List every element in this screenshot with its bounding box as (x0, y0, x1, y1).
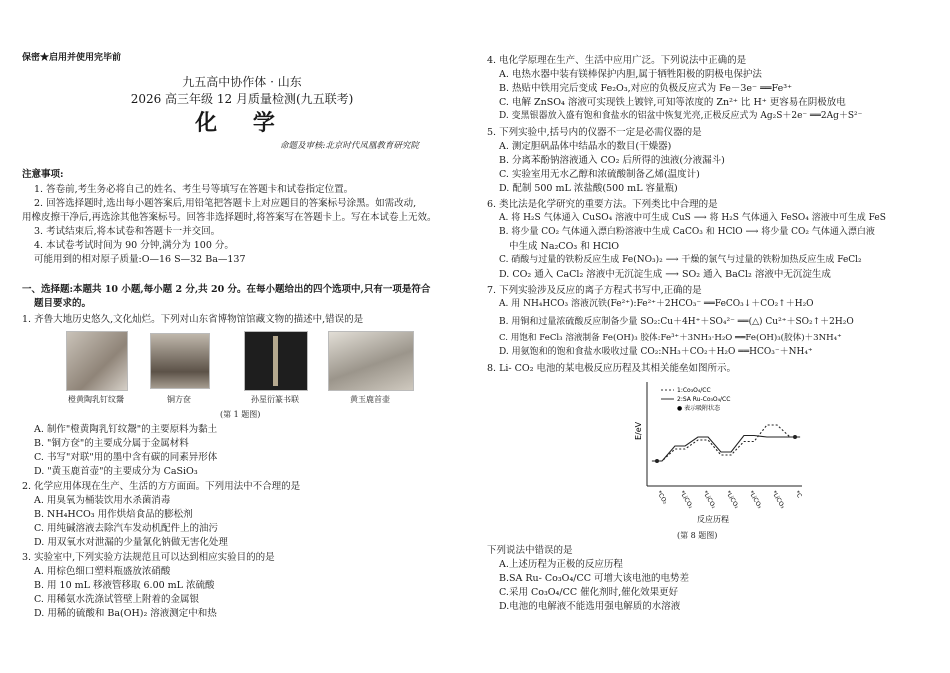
q7-stem: 7. 下列实验涉及反应的离子方程式书写中,正确的是 (487, 285, 702, 296)
q6-stem: 6. 类比法是化学研究的重要方法。下列类比中合理的是 (487, 199, 718, 210)
q4-option-b: B. 热贴中铁用完后变成 Fe₂O₃,对应的负极反应式为 Fe－3e⁻ ══Fe³⁺ (499, 83, 793, 94)
q2-option-c: C. 用纯碱溶液去除汽车发动机配件上的油污 (34, 523, 218, 534)
q1-stem: 1. 齐鲁大地历史悠久,文化灿烂。下列对山东省博物馆馆藏文物的描述中,错误的是 (22, 314, 364, 325)
artifact-caption: 孙星衍篆书联 (251, 395, 299, 404)
q3-option-b: B. 用 10 mL 移液管移取 6.00 mL 浓硫酸 (34, 580, 215, 591)
legend-entry-3: ● 表示吸附状态 (677, 405, 721, 412)
q8-figure-caption: (第 8 题图) (677, 531, 718, 540)
y-axis-label: E/eV (634, 421, 643, 440)
q1-option-d: D. "黄玉鹿首壶"的主要成分为 CaSiO₃ (34, 466, 198, 477)
q6-option-a: A. 将 H₂S 气体通入 CuSO₄ 溶液中可生成 CuS ⟶ 将 H₂S 气体通入 FeSO₄ 溶液中可生成 FeS (499, 213, 886, 223)
series-line-1 (652, 425, 800, 461)
q3-option-d: D. 用稀的硫酸和 Ba(OH)₂ 溶液测定中和热 (34, 608, 217, 619)
q5-option-b: B. 分离苯酚钠溶液通入 CO₂ 后所得的浊液(分液漏斗) (499, 155, 725, 166)
x-tick-label: *LiCO₂ (724, 489, 740, 510)
couplet-scroll (273, 336, 278, 386)
q8-option-c: C.采用 Co₃O₄/CC 催化剂时,催化效果更好 (499, 587, 679, 598)
q4-option-a: A. 电热水器中装有镁棒保护内胆,属于牺牲阳极的阴极电保护法 (499, 69, 762, 80)
q6-option-b: B. 将少量 CO₂ 气体通入漂白粉溶液中生成 CaCO₃ 和 HClO ⟶ 将少量 CO₂ 气体通入漂白液 (499, 227, 875, 237)
q1-option-c: C. 书写"对联"用的墨中含有碳的同素异形体 (34, 452, 218, 463)
q2-option-b: B. NH₄HCO₃ 用作烘焙食品的膨松剂 (34, 509, 193, 520)
q8-question: 下列说法中错误的是 (487, 545, 573, 556)
note-item: 2. 回答选择题时,选出每小题答案后,用铅笔把答题卡上对应题目的答案标号涂黑。如需改动, (34, 198, 417, 209)
x-tick-label: *LiCO₂ (678, 489, 694, 510)
x-tick-label: *LiCO₂ (701, 489, 717, 510)
legend-entry-2: 2:SA Ru-Co₃O₄/CC (677, 396, 731, 403)
q5-option-c: C. 实验室用无水乙醇和浓硫酸制备乙烯(温度计) (499, 169, 700, 180)
q7-option-b: B. 用铜和过量浓硫酸反应制备少量 SO₂:Cu＋4H⁺＋SO₄²⁻ ══(△) Cu²⁺＋SO₂↑＋2H₂O (499, 317, 854, 327)
q2-option-a: A. 用臭氧为桶装饮用水杀菌消毒 (34, 495, 171, 506)
q7-option-d: D. 用氨饱和的饱和食盐水吸收过量 CO₂:NH₃＋CO₂＋H₂O ══HCO₃⁻＋NH₄⁺ (499, 347, 813, 357)
legend-entry-1: 1:Co₃O₄/CC (677, 387, 711, 394)
notes-title: 注意事项: (22, 169, 64, 180)
artifact-image-jade-pot (328, 331, 414, 391)
note-item: 4. 本试卷考试时间为 90 分钟,满分为 100 分。 (34, 240, 234, 251)
adsorption-dot (793, 435, 797, 439)
artifact-caption: 铜方奁 (167, 395, 191, 404)
q1-option-b: B. "铜方奁"的主要成分属于金属材料 (34, 438, 189, 449)
q1-figure-caption: (第 1 题图) (220, 410, 261, 419)
q2-option-d: D. 用双氧水对泄漏的少量氰化钠做无害化处理 (34, 537, 228, 548)
artifact-caption: 黄玉鹿首壶 (350, 395, 390, 404)
q4-option-d: D. 变黑银器放入盛有饱和食盐水的铝盆中恢复光亮,正极反应式为 Ag₂S＋2e⁻ ══2Ag＋S²⁻ (499, 111, 863, 121)
q4-option-c: C. 电解 ZnSO₄ 溶液可实现铁上镀锌,可知等浓度的 Zn²⁺ 比 H⁺ 更容易在阴极放电 (499, 97, 846, 108)
artifact-caption: 橙黄陶乳钉纹鬶 (68, 395, 124, 404)
credit-line: 命题及审核:北京时代凤凰教育研究院 (280, 141, 419, 151)
q7-option-a: A. 用 NH₄HCO₃ 溶液沉铁(Fe²⁺):Fe²⁺＋2HCO₃⁻ ══FeCO₃↓＋CO₂↑＋H₂O (499, 299, 814, 309)
exam-title: 2026 高三年级 12 月质量检测(九五联考) (130, 92, 354, 106)
q7-option-c: C. 用饱和 FeCl₃ 溶液制备 Fe(OH)₃ 胶体:Fe³⁺＋3NH₃·H₂O ══Fe(OH)₃(胶体)＋3NH₄⁺ (499, 333, 842, 343)
q5-stem: 5. 下列实验中,括号内的仪器不一定是必需仪器的是 (487, 127, 702, 138)
section1-title: 一、选择题:本题共 10 小题,每小题 2 分,共 20 分。在每小题给出的四个选项中,只有一项是符合 (22, 284, 431, 295)
atomic-mass-line: 可能用到的相对原子质量:O—16 S—32 Ba—137 (34, 254, 246, 265)
q4-stem: 4. 电化学原理在生产、生活中应用广泛。下列说法中正确的是 (487, 55, 747, 66)
q6-option-b-cont: 中生成 Na₂CO₃ 和 HClO (509, 241, 620, 252)
q6-option-d: D. CO₂ 通入 CaCl₂ 溶液中无沉淀生成 ⟶ SO₂ 通入 BaCl₂ 溶液中无沉淀生成 (499, 269, 831, 280)
q3-option-c: C. 用稀氨水洗涤试管壁上附着的金属银 (34, 594, 199, 605)
series-line-2 (652, 436, 800, 462)
artifact-image-bronze-box (150, 333, 210, 389)
q8-option-a: A.上述历程为正极的反应历程 (499, 559, 623, 570)
energy-profile-chart (627, 376, 807, 526)
q8-option-d: D.电池的电解液不能选用强电解质的水溶液 (499, 601, 681, 612)
q1-option-a: A. 制作"橙黄陶乳钉纹鬶"的主要原料为黏土 (34, 424, 218, 435)
q3-stem: 3. 实验室中,下列实验方法规范且可以达到相应实验目的的是 (22, 552, 275, 563)
q8-option-b: B.SA Ru- Co₃O₄/CC 可增大该电池的电势差 (499, 573, 690, 584)
x-tick-label: *LiCO₃ (770, 489, 786, 510)
q5-option-d: D. 配制 500 mL 浓盐酸(500 mL 容量瓶) (499, 183, 678, 194)
artifact-image-pottery (66, 331, 128, 391)
q8-stem: 8. Li- CO₂ 电池的某电极反应历程及其相关能垒如图所示。 (487, 363, 737, 374)
q3-option-a: A. 用棕色细口塑料瓶盛放浓硝酸 (34, 566, 171, 577)
note-item: 3. 考试结束后,将本试卷和答题卡一并交回。 (34, 226, 221, 237)
q5-option-a: A. 测定胆矾晶体中结晶水的数目(干燥器) (499, 141, 672, 152)
adsorption-dot (655, 459, 659, 463)
x-tick-label: *CO₂ (655, 489, 669, 506)
x-tick-label: *C (793, 489, 803, 500)
q2-stem: 2. 化学应用体现在生产、生活的方方面面。下列用法中不合理的是 (22, 481, 301, 492)
subject-title: 化 学 (195, 110, 289, 136)
x-axis-label: 反应历程 (697, 515, 729, 524)
q6-option-c: C. 硝酸与过量的铁粉反应生成 Fe(NO₃)₂ ⟶ 干燥的氯气与过量的铁粉加热反应生成 FeCl₂ (499, 255, 862, 265)
artifact-image-couplet (244, 331, 308, 391)
org-title: 九五高中协作体 · 山东 (182, 75, 302, 89)
note-item: 1. 答卷前,考生务必将自己的姓名、考生号等填写在答题卡和试卷指定位置。 (34, 184, 354, 195)
x-tick-label: *LiCO₃ (747, 489, 763, 510)
section1-title-cont: 题目要求的。 (34, 298, 92, 309)
note-item: 用橡皮擦干净后,再选涂其他答案标号。回答非选择题时,将答案写在答题卡上。写在本试卷上无效。 (22, 212, 437, 223)
secret-label: 保密★启用并使用完毕前 (22, 53, 122, 63)
